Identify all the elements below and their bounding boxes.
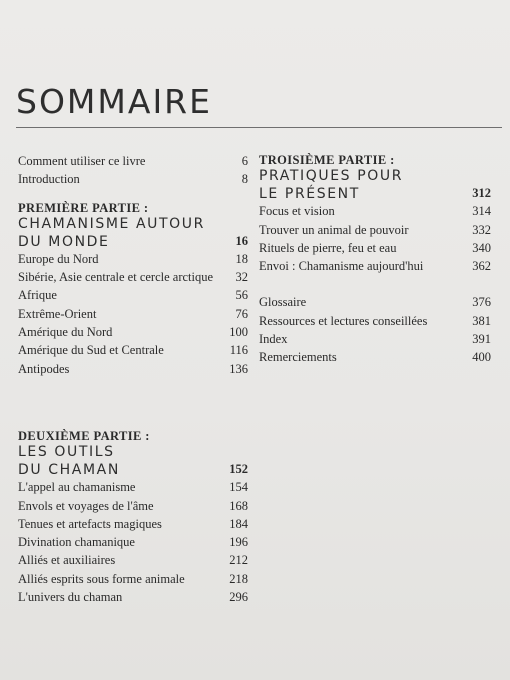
toc-part-3 — [259, 152, 491, 275]
toc-entry-label: Introduction — [18, 172, 80, 187]
toc-entry-label: Remerciements — [259, 350, 337, 365]
toc-entry — [18, 588, 248, 606]
title-divider — [16, 127, 502, 128]
toc-entry-page: 362 — [472, 259, 491, 274]
toc-entry-label: Focus et vision — [259, 204, 335, 219]
part-label: TROISIÈME PARTIE : — [259, 153, 395, 167]
toc-entry-label: Afrique — [18, 288, 57, 303]
part-page: 16 — [235, 233, 248, 248]
toc-entry-page: 376 — [472, 295, 491, 310]
toc-entry-label: Glossaire — [259, 295, 307, 310]
toc-entry-page: 116 — [229, 343, 248, 358]
toc-entry — [259, 330, 491, 348]
toc-entry-page: 332 — [472, 222, 491, 237]
toc-appendix-section — [259, 293, 491, 366]
toc-entry-page: 100 — [229, 325, 248, 340]
toc-entry-label: Comment utiliser ce livre — [18, 154, 146, 168]
toc-entry — [18, 268, 248, 286]
toc-part-2 — [18, 428, 248, 606]
toc-entry — [259, 348, 491, 366]
toc-entry-page: 32 — [235, 270, 248, 285]
toc-entry-page: 296 — [229, 590, 248, 605]
toc-entry-label: L'univers du chaman — [18, 590, 123, 605]
toc-entry — [18, 323, 248, 341]
toc-entry-label: Tenues et artefacts magiques — [18, 516, 162, 531]
toc-entry — [18, 360, 248, 378]
toc-entry — [18, 341, 248, 359]
toc-entry-page: 154 — [229, 480, 248, 495]
toc-entry-label: Amérique du Nord — [18, 325, 113, 340]
toc-entry-label: Ressources et lectures conseillées — [259, 313, 428, 328]
part-title: PRATIQUES POUR — [259, 168, 404, 184]
toc-entry — [259, 221, 491, 239]
toc-entry-page: 340 — [472, 240, 491, 255]
toc-intro-section — [18, 152, 248, 189]
toc-entry-page: 76 — [235, 306, 248, 321]
toc-entry-page: 168 — [229, 498, 248, 513]
toc-entry-page: 218 — [229, 571, 248, 586]
toc-entry-page: 56 — [235, 288, 248, 303]
toc-entry-label: Trouver un animal de pouvoir — [259, 222, 409, 237]
toc-entry-page: 184 — [229, 516, 248, 531]
toc-entry-page: 8 — [241, 172, 248, 187]
part-page: 312 — [472, 186, 491, 200]
toc-entry — [18, 551, 248, 569]
part-title: DU MONDE — [18, 233, 110, 250]
toc-entry — [18, 478, 248, 496]
part-title: DU CHAMAN — [18, 462, 120, 479]
toc-right-column — [259, 152, 491, 367]
part-page: 152 — [229, 461, 248, 476]
toc-entry-label: Alliés et auxiliaires — [18, 553, 116, 568]
toc-entry — [259, 257, 491, 275]
toc-entry-page: 381 — [472, 313, 491, 328]
toc-entry-label: Amérique du Sud et Centrale — [18, 343, 164, 358]
part-label: DEUXIÈME PARTIE : — [18, 428, 150, 443]
toc-entry-page: 314 — [472, 204, 491, 219]
toc-entry — [259, 312, 491, 330]
toc-entry — [18, 515, 248, 533]
toc-entry-page: 136 — [229, 361, 248, 376]
toc-entry-label: Sibérie, Asie centrale et cercle arctique — [18, 270, 214, 285]
toc-entry-label: Antipodes — [18, 361, 70, 376]
toc-entry-page: 212 — [229, 553, 248, 568]
toc-entry-label: Index — [259, 332, 288, 347]
toc-entry — [18, 570, 248, 588]
toc-entry-page: 391 — [472, 332, 491, 347]
toc-entry-label: Divination chamanique — [18, 535, 135, 550]
toc-left-column — [18, 152, 248, 606]
toc-entry-label: Alliés esprits sous forme animale — [18, 571, 185, 586]
toc-entry — [259, 239, 491, 257]
toc-entry-page: 196 — [229, 535, 248, 550]
toc-entry-label: Europe du Nord — [18, 251, 99, 266]
toc-entry — [259, 293, 491, 311]
part-label: PREMIÈRE PARTIE : — [18, 200, 149, 215]
part-title: LES OUTILS — [18, 443, 115, 460]
toc-entry-label: Extrême-Orient — [18, 306, 97, 321]
toc-entry — [18, 152, 248, 170]
toc-entry-label: L'appel au chamanisme — [18, 480, 136, 495]
toc-entry-page: 18 — [235, 251, 248, 266]
toc-entry — [18, 533, 248, 551]
toc-entry-label: Envols et voyages de l'âme — [18, 498, 154, 513]
toc-entry — [18, 250, 248, 268]
toc-entry-page: 400 — [472, 350, 491, 365]
part-title: LE PRÉSENT — [259, 186, 360, 203]
toc-entry-label: Rituels de pierre, feu et eau — [259, 240, 397, 255]
part-title: CHAMANISME AUTOUR — [18, 215, 205, 232]
toc-entry — [18, 286, 248, 304]
page-title: SOMMAIRE — [16, 82, 212, 121]
toc-entry — [259, 202, 491, 220]
toc-part-1 — [18, 200, 248, 378]
toc-entry — [18, 170, 248, 188]
toc-entry-page: 6 — [241, 154, 248, 168]
toc-entry — [18, 305, 248, 323]
toc-entry — [18, 497, 248, 515]
toc-entry-label: Envoi : Chamanisme aujourd'hui — [259, 259, 424, 274]
